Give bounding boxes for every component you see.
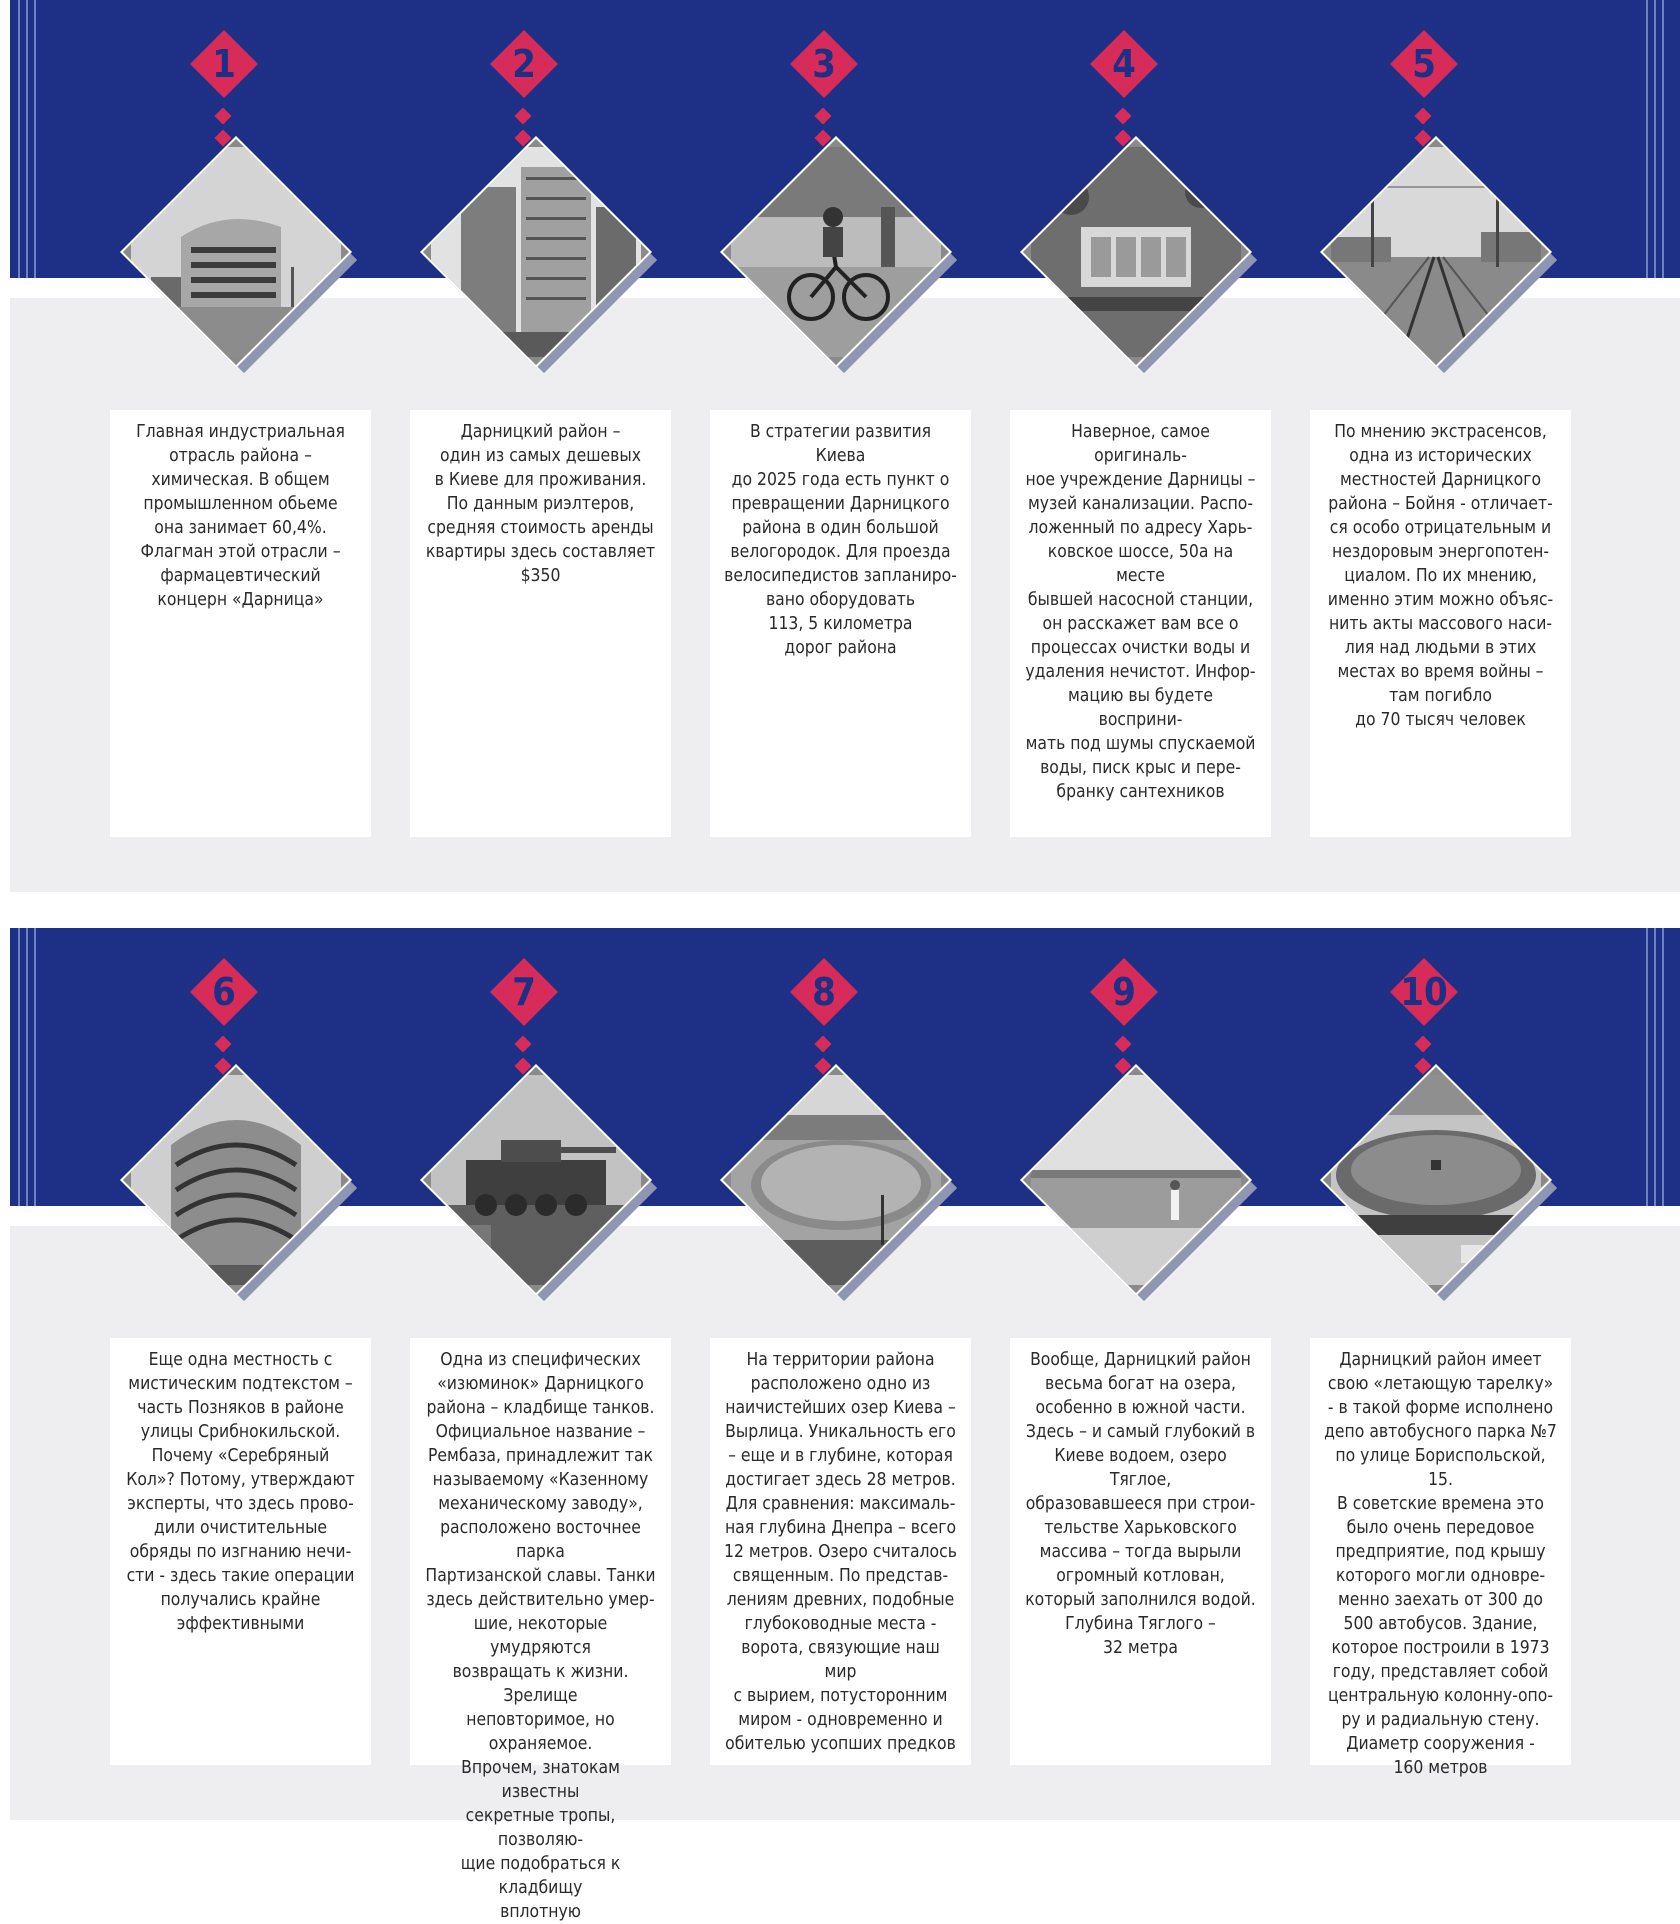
vertical-rule — [1662, 928, 1664, 1206]
fact-item — [672, 928, 972, 1828]
fact-card: Еще одна местность с мистическим подтекстом – часть Позняков в районе улицы Срибнокильской. Почему «Серебряный Кол»? Потому, утверждают эксперты, что здесь прово- дили очистительные обряды по изгнанию нечи- сти - здесь такие операции получались крайне эффективными — [110, 1338, 371, 1765]
connector-dot — [815, 108, 832, 125]
lake-tyaglo-shore-photo — [1031, 1075, 1241, 1285]
fact-item — [72, 928, 372, 1828]
pharma-office-building-photo — [131, 147, 341, 357]
vertical-rule — [1646, 0, 1648, 278]
fact-card: Одна из специфических «изюминок» Дарницкого района – кладбище танков. Официальное название – Рембаза, принадлежит так называемому «Казенному механическому заводу», расположено восточнее парка Партизанской славы. Танки здесь действительно умер- шие, некоторые умудряются возвращать к жизни. Зрелище неповторимое, но охраняемое. Впрочем, знатокам известны секретные тропы, позволяю- щие подобраться к кладбищу вплотную — [410, 1338, 671, 1765]
connector-dot — [1415, 1036, 1432, 1053]
fact-number: 3 — [812, 42, 836, 86]
curved-apartment-building-photo — [131, 1075, 341, 1285]
fact-number: 1 — [212, 42, 236, 86]
fact-number: 5 — [1412, 42, 1436, 86]
photo-frame — [1320, 1064, 1552, 1296]
row-2 — [0, 928, 1680, 1922]
fact-number: 2 — [512, 42, 536, 86]
fact-number: 9 — [1112, 970, 1136, 1014]
connector-dot — [515, 108, 532, 125]
fact-card: На территории района расположено одно из наичистейших озер Киева – Вырлица. Уникальность его – еще и в глубине, которая достигает здесь 28 метров. Для сравнения: максималь- ная глубина Днепра – всего 12 метров. Озеро считалось священным. По представ- лениям древних, подобные глубоководные места - ворота, связующие наш мир с вырием, потусторонним миром - одновременно и обителью усопших предков — [710, 1338, 971, 1765]
fact-item — [972, 928, 1272, 1828]
lake-vyrlytsia-aerial-photo — [731, 1075, 941, 1285]
photo-frame — [1020, 1064, 1252, 1296]
connector-dot — [1415, 108, 1432, 125]
fact-card: Наверное, самое оригиналь- ное учреждение Дарницы – музей канализации. Распо- ложенный по адресу Харь- ковское шоссе, 50а на месте бывшей насосной станции, он расскажет вам все о процессах очистки воды и удаления нечистот. Инфор- мацию вы будете восприни- мать под шумы спускаемой воды, писк крыс и пере- бранку сантехников — [1010, 410, 1271, 837]
connector-dot — [815, 1036, 832, 1053]
photo-frame — [120, 136, 352, 368]
fact-item — [972, 0, 1272, 900]
vertical-rule — [1646, 928, 1648, 1206]
connector-dot — [1115, 1036, 1132, 1053]
fact-card: По мнению экстрасенсов, одна из исторических местностей Дарницкого района – Бойня - отличает- ся особо отрицательным и нездоровым энергопотен- циалом. По их мнению, именно этим можно объяс- нить акты массового наси- лия над людьми в этих местах во время войны – там погибло до 70 тысяч человек — [1310, 410, 1571, 837]
photo-frame — [420, 1064, 652, 1296]
vertical-rule — [1654, 0, 1656, 278]
photo-frame — [1020, 136, 1252, 368]
photo-frame — [720, 136, 952, 368]
connector-dot — [515, 1036, 532, 1053]
sewer-museum-model-photo — [1031, 147, 1241, 357]
cyclist-photo — [731, 147, 941, 357]
tank-cemetery-photo — [431, 1075, 641, 1285]
vertical-rule — [1662, 0, 1664, 278]
fact-card: Дарницкий район – один из самых дешевых в Киеве для проживания. По данным риэлтеров, средняя стоимость аренды квартиры здесь составляет $350 — [410, 410, 671, 837]
vertical-rule — [34, 928, 36, 1206]
vertical-rule — [1654, 928, 1656, 1206]
fact-number: 6 — [212, 970, 236, 1014]
photo-frame — [120, 1064, 352, 1296]
flying-saucer-bus-depot-photo — [1331, 1075, 1541, 1285]
connector-dot — [1115, 108, 1132, 125]
fact-item — [1272, 0, 1572, 900]
vertical-rule — [26, 928, 28, 1206]
fact-card: Вообще, Дарницкий район весьма богат на озера, особенно в южной части. Здесь – и самый глубокий в Киеве водоем, озеро Тяглое, образовавшееся при строи- тельстве Харьковского массива – тогда вырыли огромный котлован, который заполнился водой. Глубина Тяглого – 32 метра — [1010, 1338, 1271, 1765]
fact-item — [72, 0, 372, 900]
railway-tracks-photo — [1331, 147, 1541, 357]
fact-number: 4 — [1112, 42, 1136, 86]
residential-high-rise-photo — [431, 147, 641, 357]
fact-card: Дарницкий район имеет свою «летающую тарелку» - в такой форме исполнено депо автобусного парка №7 по улице Бориспольской, 15. В советские времена это было очень передовое предприятие, под крышу которого могли одновре- менно заехать от 300 до 500 автобусов. Здание, которое построили в 1973 году, представляет собой центральную колонну-опо- ру и радиальную стену. Диаметр сооружения - 160 метров — [1310, 1338, 1571, 1765]
fact-item — [372, 928, 672, 1922]
photo-frame — [1320, 136, 1552, 368]
vertical-rule — [18, 928, 20, 1206]
connector-dot — [215, 1036, 232, 1053]
fact-number: 7 — [512, 970, 536, 1014]
fact-card: Главная индустриальная отрасль района – химическая. В общем промышленном обьеме она занимает 60,4%. Флагман этой отрасли – фармацевтический концерн «Дарница» — [110, 410, 371, 837]
photo-frame — [420, 136, 652, 368]
vertical-rule — [34, 0, 36, 278]
fact-item — [1272, 928, 1572, 1828]
vertical-rule — [26, 0, 28, 278]
photo-frame — [720, 1064, 952, 1296]
connector-dot — [215, 108, 232, 125]
fact-number: 10 — [1400, 970, 1448, 1014]
fact-item — [672, 0, 972, 900]
fact-card: В стратегии развития Киева до 2025 года есть пункт о превращении Дарницкого района в один большой велогородок. Для проезда велосипедистов запланиро- вано оборудовать 113, 5 километра дорог района — [710, 410, 971, 837]
fact-number: 8 — [812, 970, 836, 1014]
fact-item — [372, 0, 672, 900]
vertical-rule — [18, 0, 20, 278]
row-1 — [0, 0, 1680, 892]
